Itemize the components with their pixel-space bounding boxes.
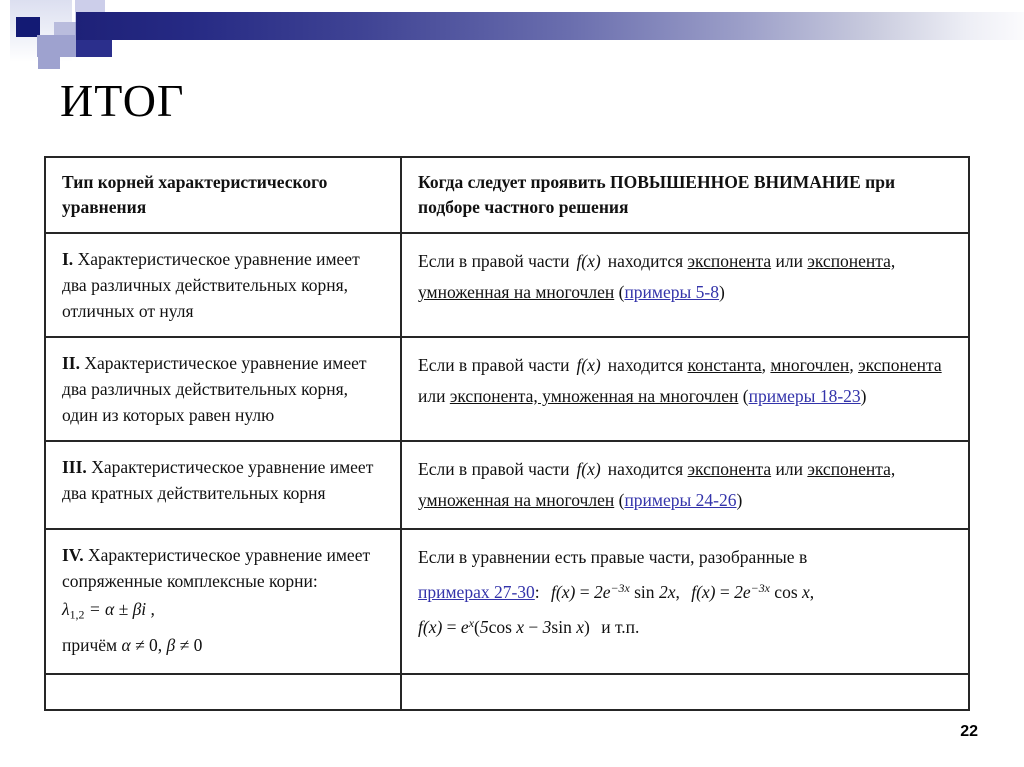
row-2-examples-link[interactable]: примеры 18-23 [748, 386, 861, 406]
row-2-type-text: Характеристическое уравнение имеет два различных действительных корня, один из которых равен нулю [62, 353, 367, 425]
row-3-type-cell [45, 441, 401, 529]
row-4-examples-link[interactable]: примерах 27-30 [418, 582, 535, 603]
page-number: 22 [960, 723, 978, 740]
row-2-term-3: экспонента [858, 355, 942, 375]
slide-header-decoration [0, 0, 1024, 62]
row-2-lead: Если в правой части [418, 355, 570, 375]
row-5-type-cell-partial [45, 674, 401, 710]
row-4-roots-formula: $\lambda_{1,2} = \alpha \pm \beta i$ , [62, 599, 155, 622]
row-4-formula-3: $f(x) = e^x(5\cos$ x − 3sin x) [418, 616, 590, 638]
row-2-fx: f(x) [576, 355, 601, 375]
row-1-term-1: экспонента [687, 251, 772, 271]
header-gradient-bar [76, 12, 1024, 40]
table-row [45, 233, 969, 337]
row-5-note-cell-partial [401, 674, 969, 710]
row-3-conj: или [775, 459, 803, 479]
row-4-formula-2: $f(x) = 2e^{-3x}$ cos x [691, 581, 810, 603]
row-1-note-cell: Если в правой части f(x) находится экспонента или экспонента, умноженная на многочлен (примеры 5-8) [401, 233, 969, 337]
row-3-term-1: экспонента [687, 459, 772, 479]
row-1-mid: находится [607, 251, 684, 271]
summary-table [44, 156, 970, 711]
row-1-type-text: Характеристическое уравнение имеет два различных действительных корня, отличных от нуля [62, 249, 360, 321]
row-2-term-2: многочлен [770, 355, 850, 375]
row-1-examples-link[interactable]: примеры 5-8 [624, 282, 719, 302]
row-1-lead: Если в правой части [418, 251, 570, 271]
table-header-left: Тип корней характеристического уравнения [45, 157, 401, 233]
table-row [45, 529, 969, 674]
page-title: ИТОГ [60, 75, 185, 126]
row-2-type-cell [45, 337, 401, 441]
row-4-type-cell [45, 529, 401, 674]
row-4-tail: причём [62, 635, 118, 656]
row-1-fx: f(x) [576, 251, 601, 271]
table-header-row [45, 157, 969, 233]
row-4-tail: и т.п. [601, 617, 640, 638]
row-3-examples-link[interactable]: примеры 24-26 [624, 490, 737, 510]
row-3-lead: Если в правой части [418, 459, 570, 479]
row-4-note-cell: Если в уравнении есть правые части, разобранные в примерах 27-30: $f(x) = 2e^{-3x}$ sin 2x, $f(x) = 2e^{-3x}$ cos x, $f(x) = e^x(5\cos$ x − 3sin x) и т.п. [401, 529, 969, 674]
row-2-conj: или [418, 386, 446, 406]
row-4-numeral: IV. [62, 545, 84, 565]
row-1-conj: или [775, 251, 803, 271]
row-3-term-2: экспонента, умноженная на многочлен [418, 459, 896, 510]
table-row [45, 337, 969, 441]
table-row [45, 441, 969, 529]
row-3-fx: f(x) [576, 459, 601, 479]
row-4-condition-formula: α ≠ 0, β ≠ 0 [121, 635, 203, 656]
row-3-numeral: III. [62, 457, 87, 477]
header-square-navy [16, 17, 40, 37]
row-3-mid: находится [607, 459, 684, 479]
table-row-partial [45, 674, 969, 710]
row-4-lead: Если в уравнении есть правые части, разобранные в [418, 547, 808, 567]
header-square-bottom [38, 51, 60, 69]
row-3-note-cell: Если в правой части f(x) находится экспонента или экспонента, умноженная на многочлен (примеры 24-26) [401, 441, 969, 529]
row-2-numeral: II. [62, 353, 80, 373]
row-1-type-cell [45, 233, 401, 337]
row-4-type-text: Характеристическое уравнение имеет сопряженные комплексные корни: [62, 545, 371, 591]
row-3-type-text: Характеристическое уравнение имеет два кратных действительных корня [62, 457, 374, 503]
row-4-formula-1: $f(x) = 2e^{-3x}$ sin 2x [551, 581, 676, 603]
row-2-mid: находится [607, 355, 684, 375]
row-2-term-1: константа [687, 355, 762, 375]
table-header-right: Когда следует проявить ПОВЫШЕННОЕ ВНИМАНИЕ при подборе частного решения [401, 157, 969, 233]
row-2-term-4: экспонента, умноженная на многочлен [449, 386, 739, 406]
row-2-note-cell: Если в правой части f(x) находится константа, многочлен, экспонента или экспонента, умноженная на многочлен (примеры 18-23) [401, 337, 969, 441]
row-1-term-2: экспонента, умноженная на многочлен [418, 251, 896, 302]
row-1-numeral: I. [62, 249, 74, 269]
